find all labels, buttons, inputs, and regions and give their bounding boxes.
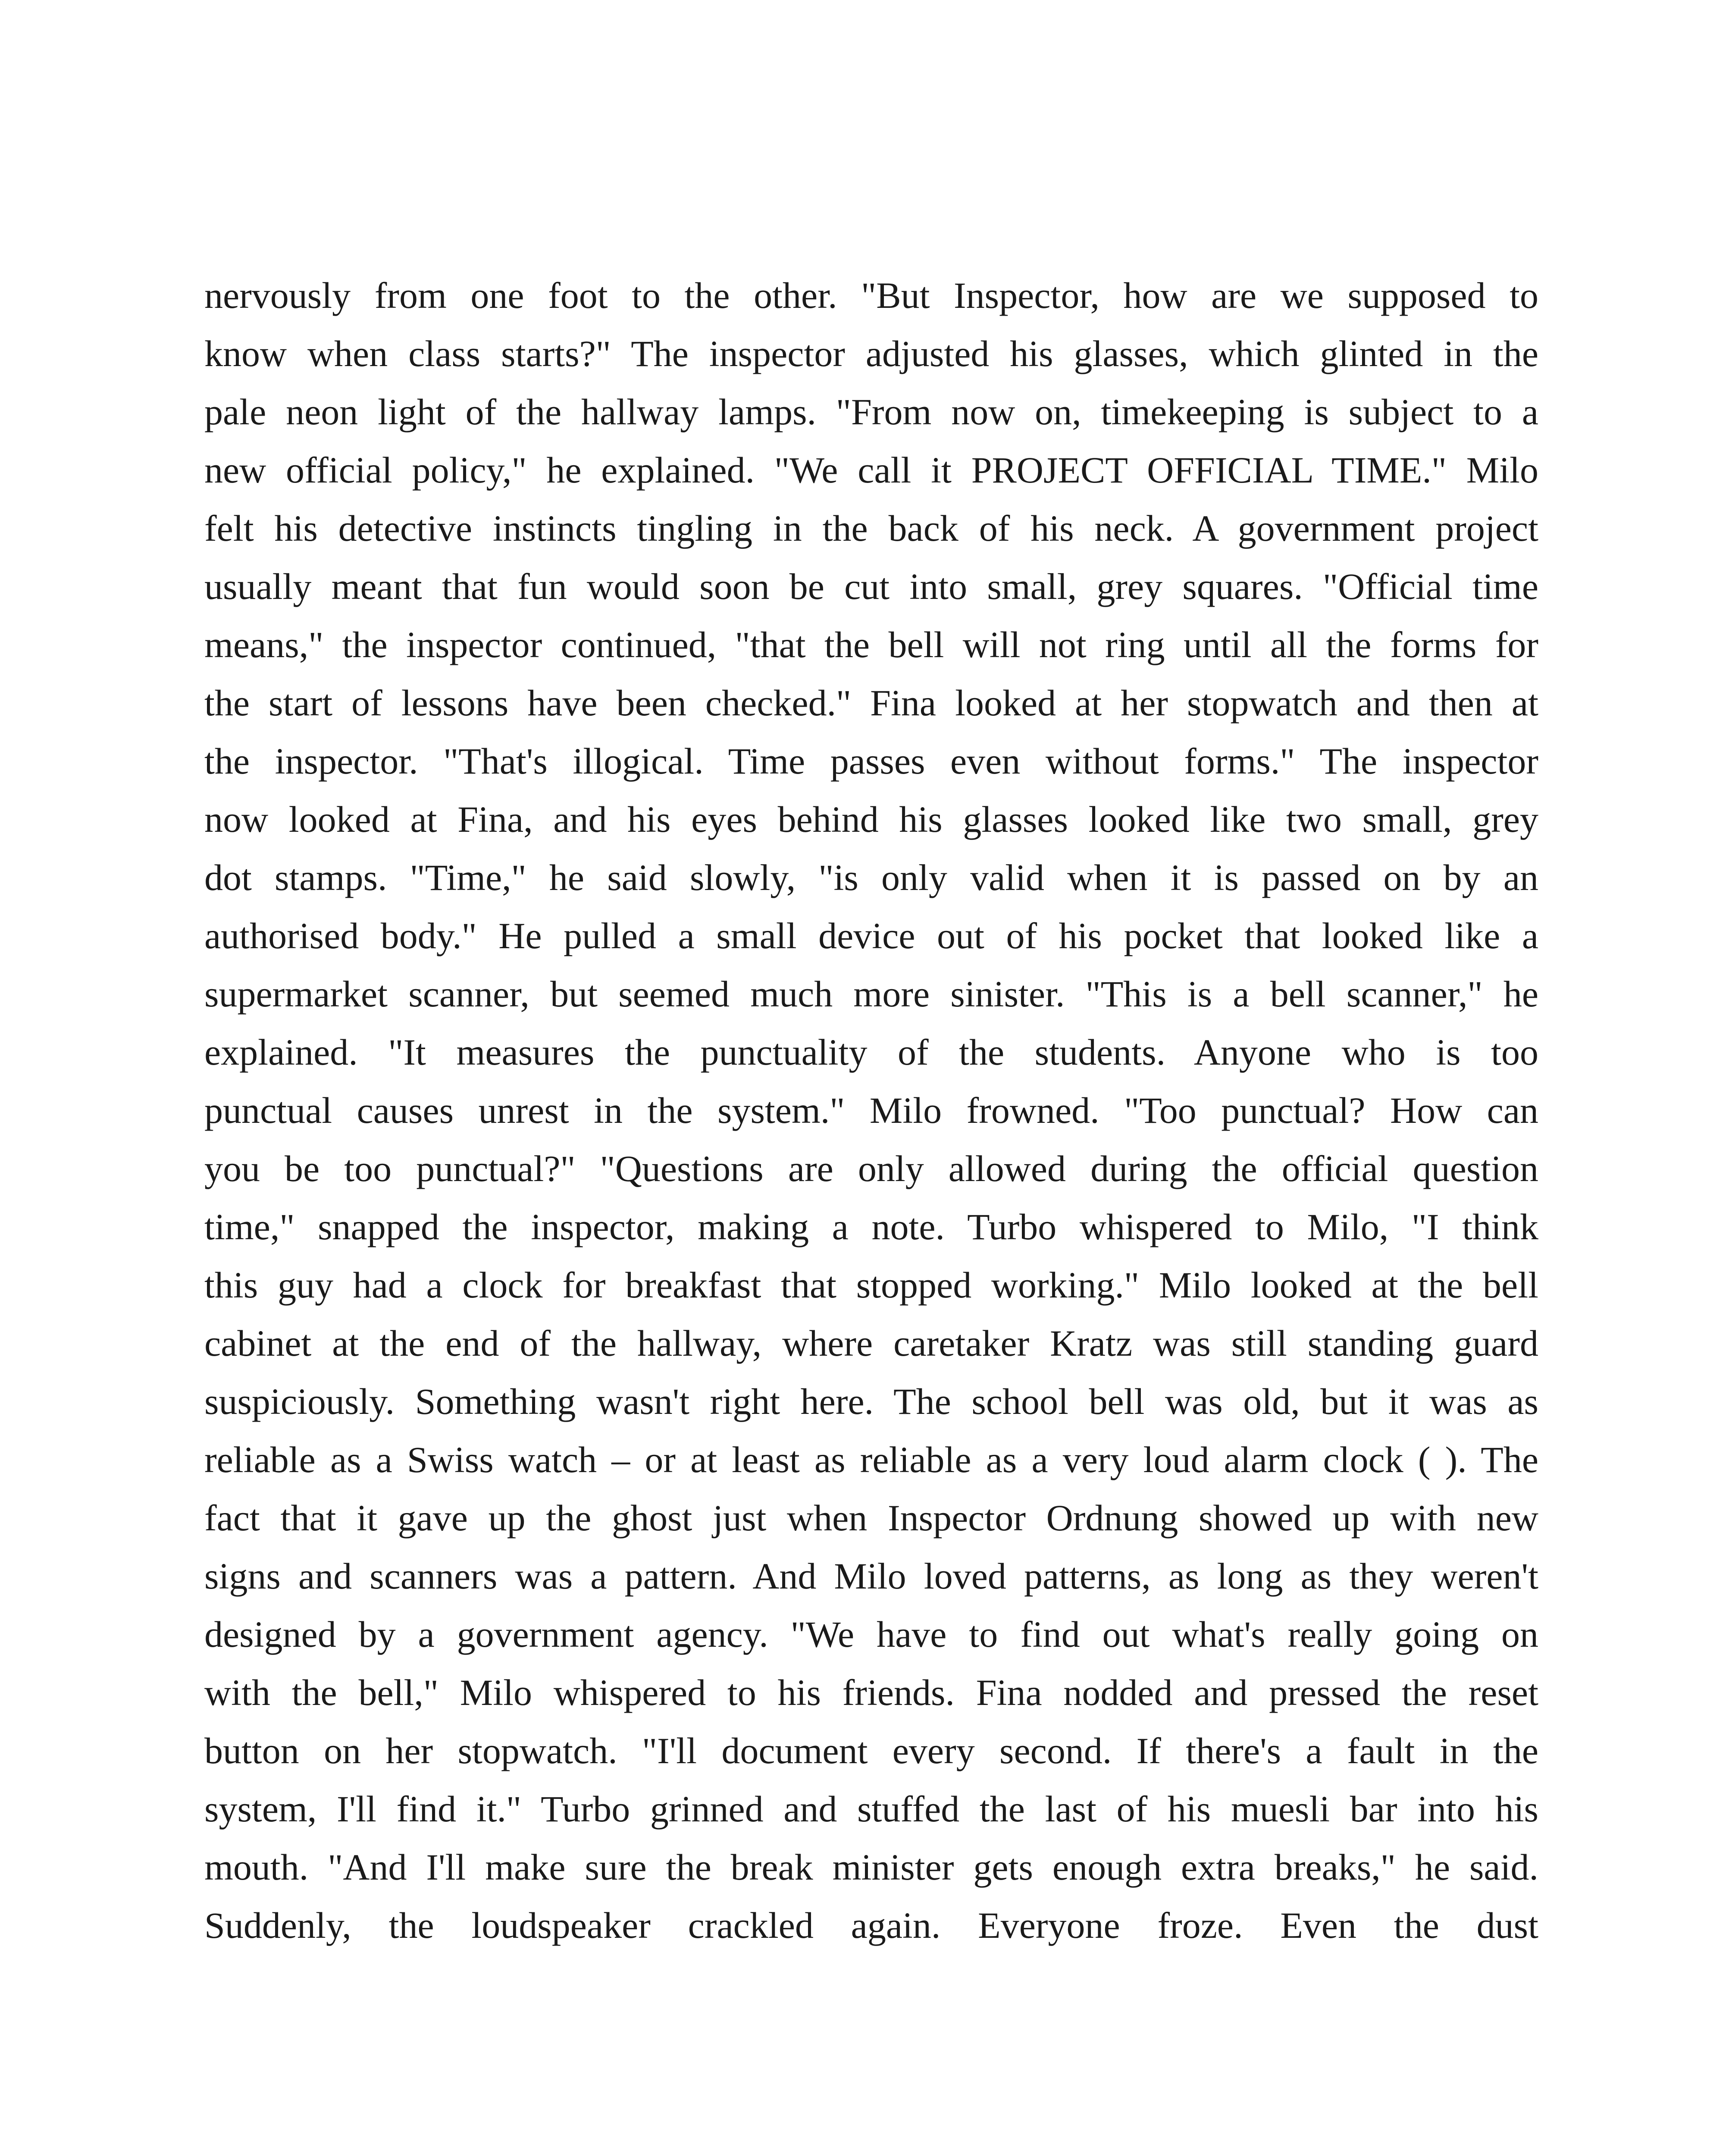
text-line: Suddenly, the loudspeaker crackled again. Everyone froze. Even the dust (204, 1905, 1538, 1946)
text-line: system, I'll find it." Turbo grinned and stuffed the last of his muesli bar into his (204, 1788, 1538, 1830)
text-line: reliable as a Swiss watch – or at least as reliable as a very loud alarm clock ( ). The (204, 1439, 1538, 1480)
text-line: authorised body." He pulled a small device out of his pocket that looked like a (204, 915, 1538, 956)
text-line: usually meant that fun would soon be cut into small, grey squares. "Official time (204, 566, 1538, 607)
text-line: know when class starts?" The inspector adjusted his glasses, which glinted in the (204, 333, 1538, 374)
text-line: signs and scanners was a pattern. And Milo loved patterns, as long as they weren't (204, 1555, 1538, 1597)
text-line: felt his detective instincts tingling in the back of his neck. A government project (204, 508, 1538, 549)
text-line: this guy had a clock for breakfast that stopped working." Milo looked at the bell (204, 1264, 1538, 1306)
text-line: with the bell," Milo whispered to his friends. Fina nodded and pressed the reset (204, 1672, 1538, 1713)
text-line: explained. "It measures the punctuality of the students. Anyone who is too (204, 1031, 1538, 1073)
text-line: you be too punctual?" "Questions are only allowed during the official question (204, 1148, 1538, 1189)
body-text (204, 266, 1538, 1955)
text-line: dot stamps. "Time," he said slowly, "is only valid when it is passed on by an (204, 857, 1538, 898)
text-line: designed by a government agency. "We have to find out what's really going on (204, 1614, 1538, 1655)
text-line: the inspector. "That's illogical. Time passes even without forms." The inspector (204, 740, 1538, 782)
text-line: the start of lessons have been checked." Fina looked at her stopwatch and then at (204, 682, 1538, 724)
text-line: punctual causes unrest in the system." Milo frowned. "Too punctual? How can (204, 1090, 1538, 1131)
text-line: cabinet at the end of the hallway, where caretaker Kratz was still standing guard (204, 1322, 1538, 1364)
text-line: nervously from one foot to the other. "But Inspector, how are we supposed to (204, 275, 1538, 316)
text-line: time," snapped the inspector, making a note. Turbo whispered to Milo, "I think (204, 1206, 1538, 1247)
text-line: supermarket scanner, but seemed much more sinister. "This is a bell scanner," he (204, 973, 1538, 1015)
text-line: button on her stopwatch. "I'll document every second. If there's a fault in the (204, 1730, 1538, 1771)
text-line: fact that it gave up the ghost just when Inspector Ordnung showed up with new (204, 1497, 1538, 1539)
text-line: now looked at Fina, and his eyes behind his glasses looked like two small, grey (204, 799, 1538, 840)
text-line: suspiciously. Something wasn't right here. The school bell was old, but it was as (204, 1381, 1538, 1422)
text-line: means," the inspector continued, "that the bell will not ring until all the forms for (204, 624, 1538, 665)
text-line: mouth. "And I'll make sure the break minister gets enough extra breaks," he said. (204, 1846, 1538, 1888)
text-line: pale neon light of the hallway lamps. "From now on, timekeeping is subject to a (204, 391, 1538, 432)
text-line: new official policy," he explained. "We call it PROJECT OFFICIAL TIME." Milo (204, 449, 1538, 491)
